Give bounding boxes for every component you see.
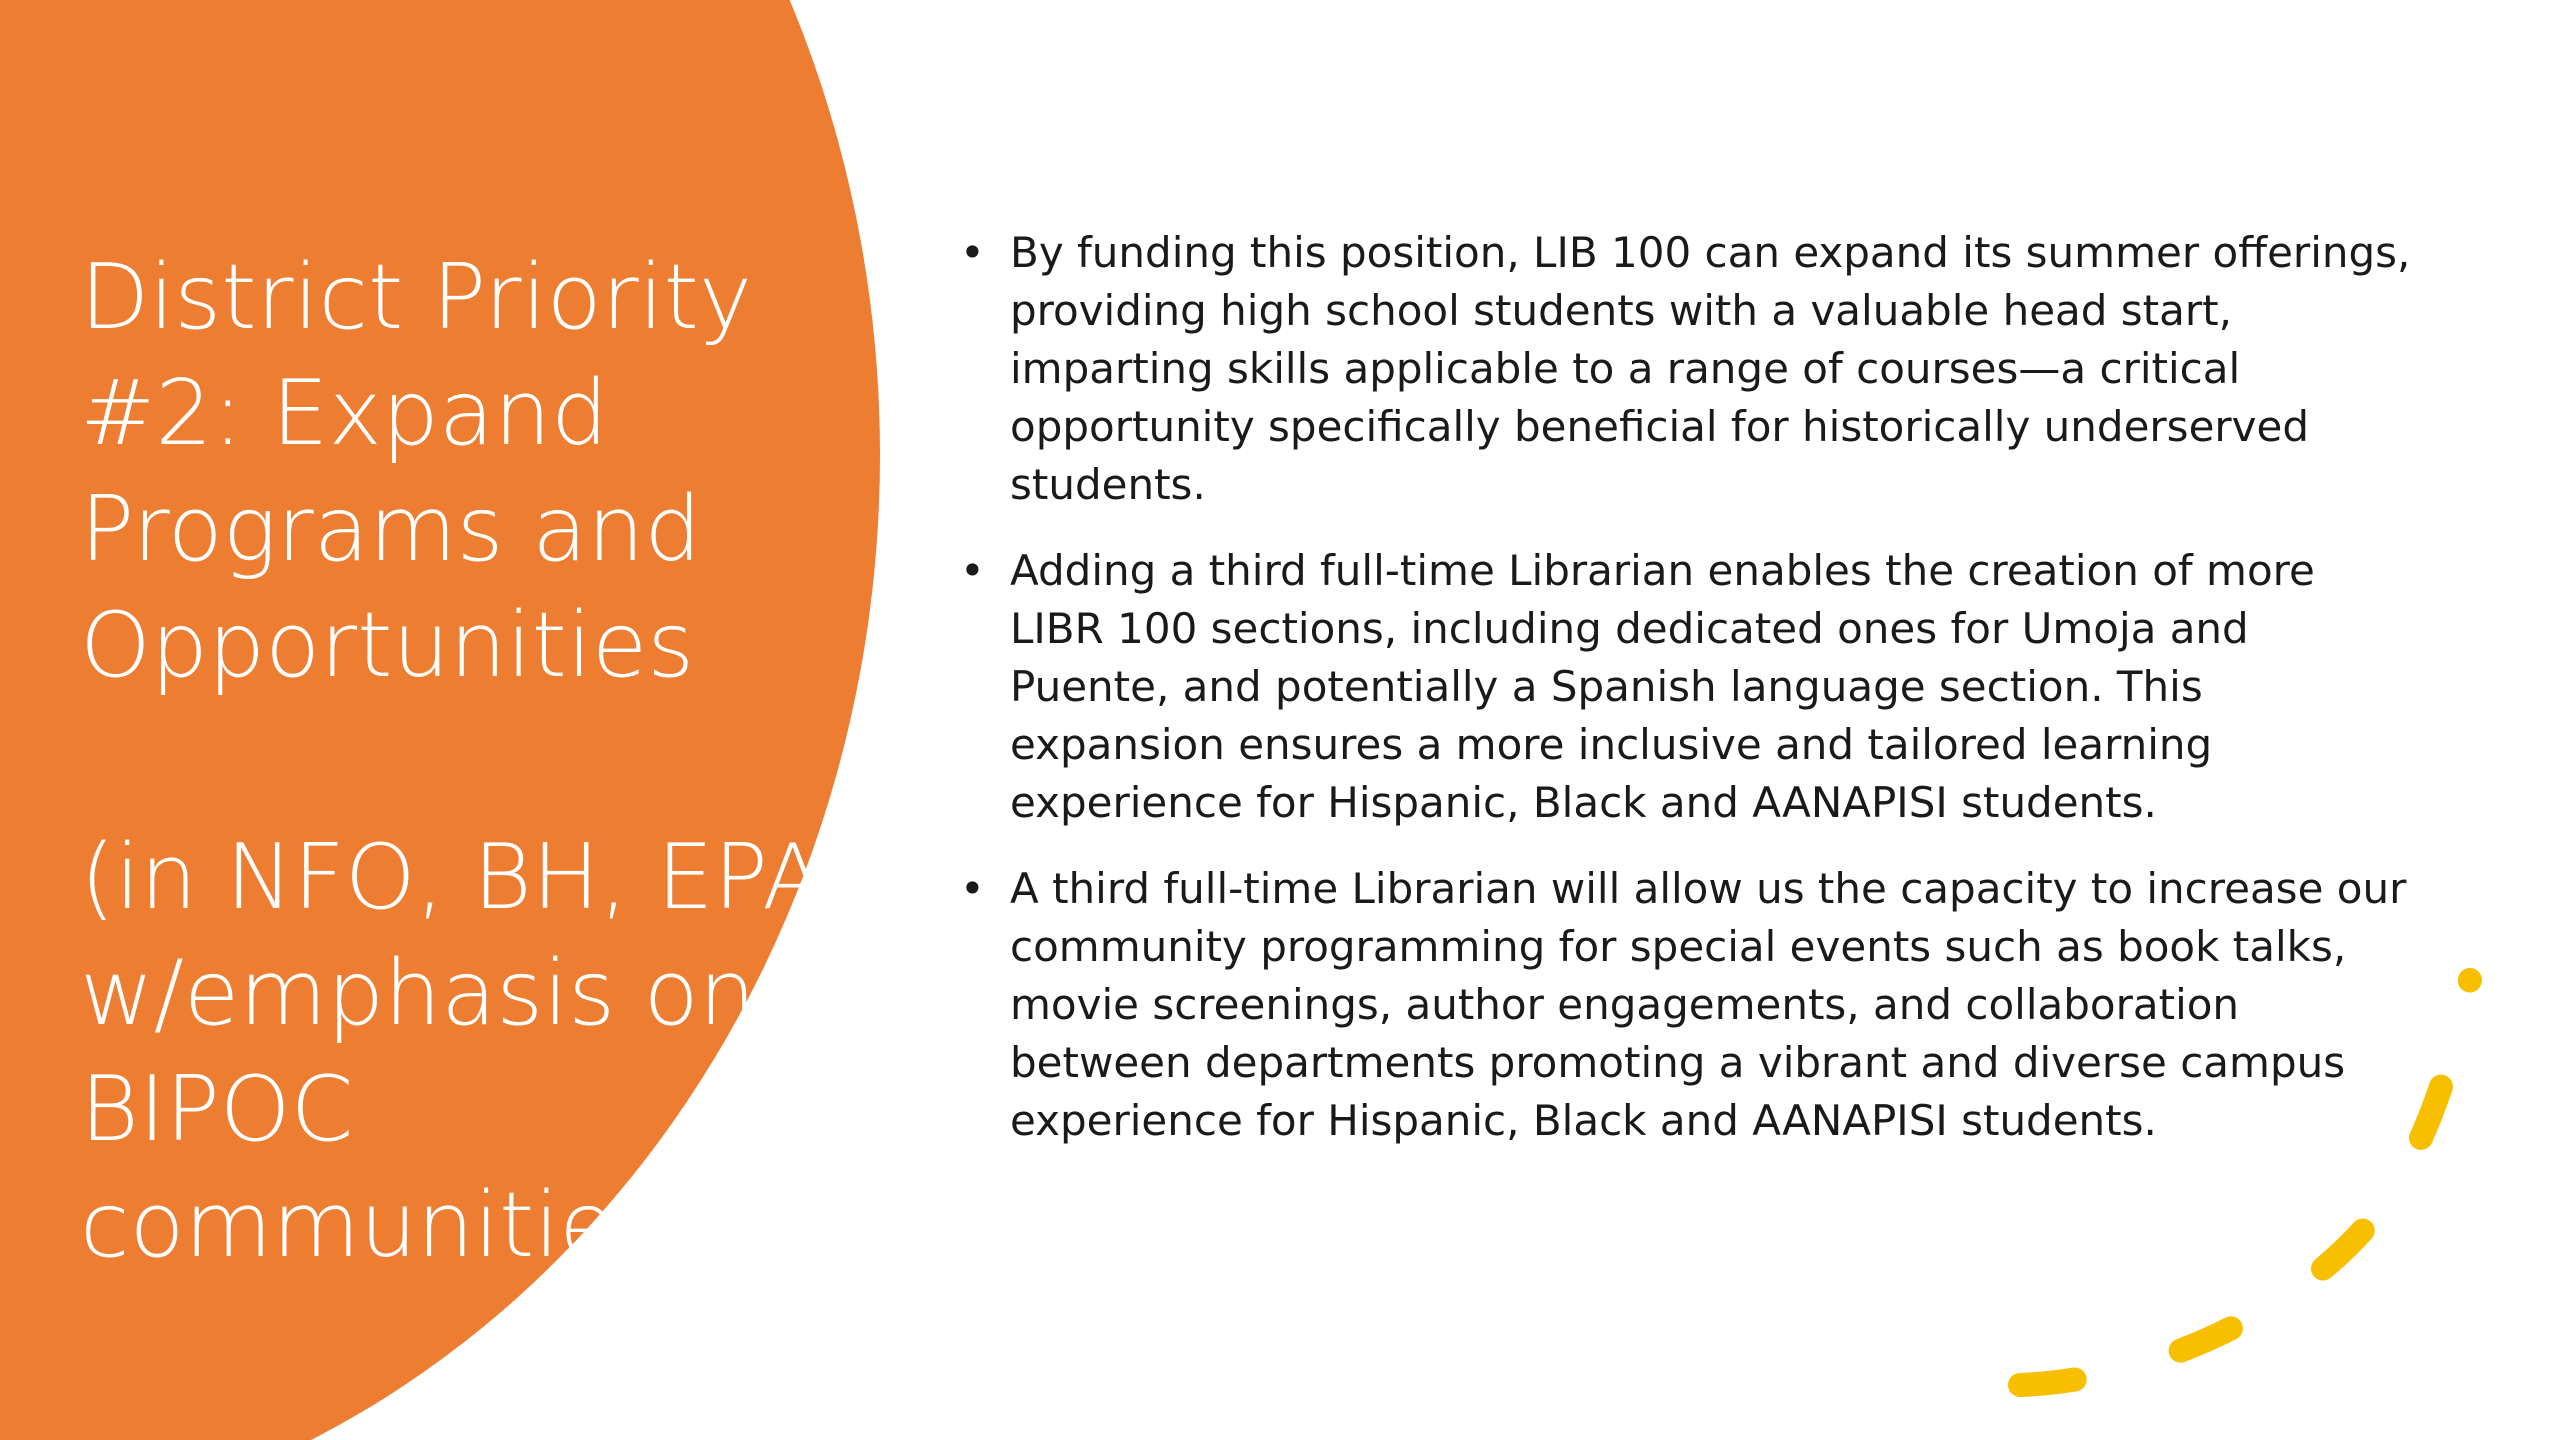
bullet-text: Adding a third full-time Librarian enables the creation of more LIBR 100 sections, including dedicated ones for Umoja and Puente, and potentially a Spanish language section. This expansion ensures a more inclusive and tailored learning experience for Hispanic, Black and AANAPISI students. xyxy=(1010,546,2315,827)
bullet-marker: • xyxy=(960,864,985,913)
title-line: Programs and xyxy=(80,477,702,582)
bullet-item xyxy=(960,542,2420,832)
bullet-text: A third full-time Librarian will allow us the capacity to increase our community programming for special events such as book talks, movie screenings, author engagements, and collaboration between departments promoting a vibrant and diverse campus experience for Hispanic, Black and AANAPISI students. xyxy=(1010,864,2407,1145)
bullet-item xyxy=(960,860,2420,1150)
bullet-marker: • xyxy=(960,546,985,595)
subtitle-line: (in NFO, BH, EPA xyxy=(80,825,824,930)
title-line: #2: Expand xyxy=(80,361,609,466)
title-spacer xyxy=(80,704,840,820)
slide-title xyxy=(80,240,840,1284)
bullet-item xyxy=(960,224,2420,514)
subtitle-line: w/emphasis on xyxy=(80,941,756,1046)
title-line: Opportunities xyxy=(80,593,695,698)
subtitle-line: communities) xyxy=(80,1173,697,1278)
bullet-marker: • xyxy=(960,228,985,277)
bullet-text: By funding this position, LIB 100 can expand its summer offerings, providing high school students with a valuable head start, imparting skills applicable to a range of courses—a critical opportunity specifically beneficial for historically underserved students. xyxy=(1010,228,2411,509)
bullet-list xyxy=(960,224,2420,1178)
title-line: District Priority xyxy=(80,245,753,350)
subtitle-line: BIPOC xyxy=(80,1057,354,1162)
